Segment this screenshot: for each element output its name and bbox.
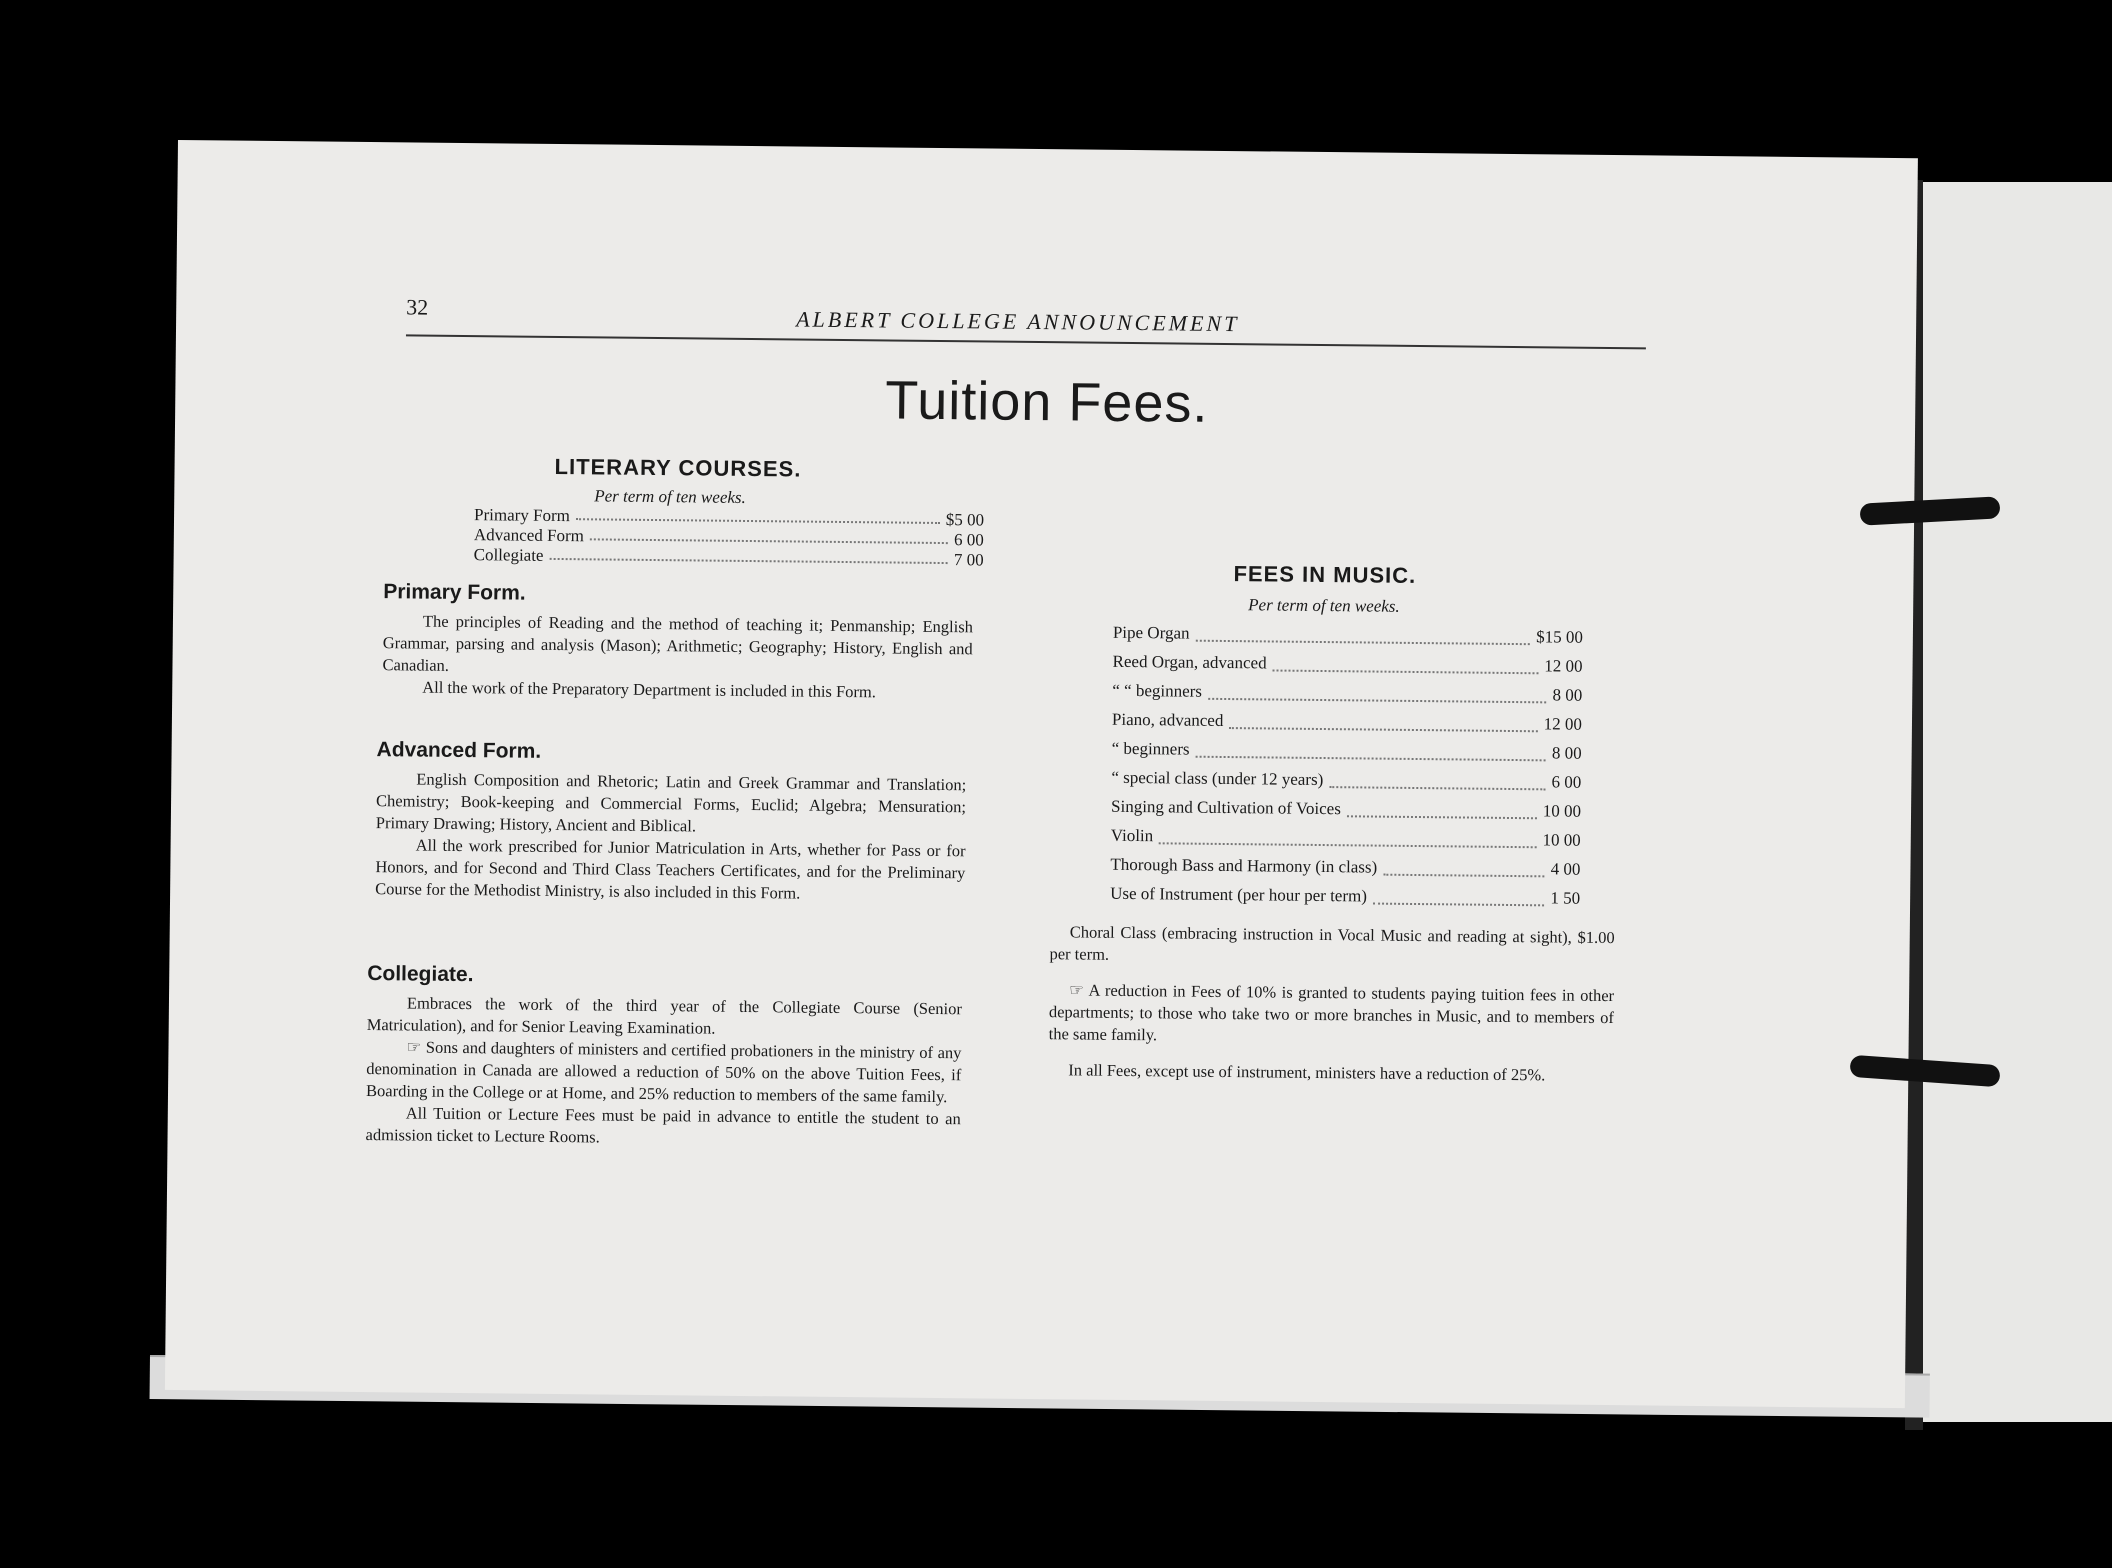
page-number: 32 [406, 294, 429, 320]
collegiate-section [365, 962, 962, 1152]
choral-class-note: Choral Class (embracing instruction in Vocal Music and reading at sight), $1.00 per term. [1049, 922, 1615, 964]
music-reduction-note: ☞ A reduction in Fees of 10% is granted to students paying tuition fees in other departments; to those who take two or more branches in Music, and to members of the same family. [1048, 980, 1615, 1045]
primary-form-text: The principles of Reading and the method of teaching it; Penmanship; English Grammar, parsing and analysis (Mason); Arithmetic; Geography; History, English and Canadian. [382, 611, 974, 675]
primary-form-heading: Primary Form. [383, 580, 526, 605]
ministers-reduction-note: In all Fees, except use of instrument, ministers have a reduction of 25%. [1068, 1060, 1546, 1085]
fee-row: Reed Organ, advanced 12 00 [1112, 647, 1582, 681]
running-head: ALBERT COLLEGE ANNOUNCEMENT [796, 306, 1240, 337]
fee-row: Pipe Organ $15 00 [1113, 618, 1583, 652]
music-heading: FEES IN MUSIC. [1233, 561, 1417, 588]
fee-row: Singing and Cultivation of Voices 10 00 [1111, 792, 1581, 826]
facing-page [1922, 182, 2112, 1422]
advanced-form-section [375, 738, 967, 906]
fee-row: Use of Instrument (per hour per term) 1 50 [1110, 879, 1580, 913]
music-subheading: Per term of ten weeks. [1248, 595, 1400, 616]
header-rule [406, 334, 1646, 349]
fee-row: “ special class (under 12 years) 6 00 [1111, 763, 1581, 797]
literary-subheading: Per term of ten weeks. [594, 486, 746, 507]
primary-form-note: All the work of the Preparatory Department is included in this Form. [422, 677, 877, 702]
fee-row: “ beginners 8 00 [1112, 734, 1582, 768]
literary-fee-table [474, 505, 985, 570]
advanced-form-text: English Composition and Rhetoric; Latin and Greek Grammar and Translation; Chemistry; Book-keeping and Commercial Forms, Euclid; Algebra; Mensuration; Primary Drawing; History, Ancient and Biblical. [375, 769, 967, 836]
fee-row: Piano, advanced 12 00 [1112, 705, 1582, 739]
document-page [165, 140, 1918, 1408]
fee-row: Primary Form $5 00 [473, 505, 985, 530]
literary-heading: LITERARY COURSES. [554, 453, 802, 482]
fee-row: “ “ beginners 8 00 [1112, 676, 1582, 710]
fee-row: Violin 10 00 [1111, 821, 1581, 855]
collegiate-heading: Collegiate. [367, 962, 474, 987]
page-title: Tuition Fees. [884, 370, 1209, 434]
advanced-form-heading: Advanced Form. [376, 738, 542, 763]
primary-form-section [382, 580, 973, 704]
fee-row: Collegiate 7 00 [473, 545, 984, 570]
music-fee-table [1110, 618, 1583, 913]
collegiate-payment: All Tuition or Lecture Fees must be paid in advance to entitle the student to an admission ticket to Lecture Rooms. [365, 1103, 961, 1147]
advanced-form-note: All the work prescribed for Junior Matriculation in Arts, whether for Pass or for Honors, and for Second and Third Class Teachers Certificates, and for the Preliminary Course for the Methodist Ministry, is also included in this Form. [375, 835, 966, 903]
fee-row: Advanced Form 6 00 [473, 525, 984, 550]
music-notes [1048, 921, 1615, 1087]
fee-row: Thorough Bass and Harmony (in class) 4 00 [1110, 850, 1580, 884]
collegiate-text: Embraces the work of the third year of the Collegiate Course (Senior Matriculation), and for Senior Leaving Examination. [366, 993, 963, 1038]
collegiate-reduction: ☞ Sons and daughters of ministers and certified probationers in the ministry of any denomination in Canada are allowed a reduction of 50% on the above Tuition Fees, if Boarding in the College or at Home, and 25% reduction to members of the same family. [365, 1037, 962, 1107]
